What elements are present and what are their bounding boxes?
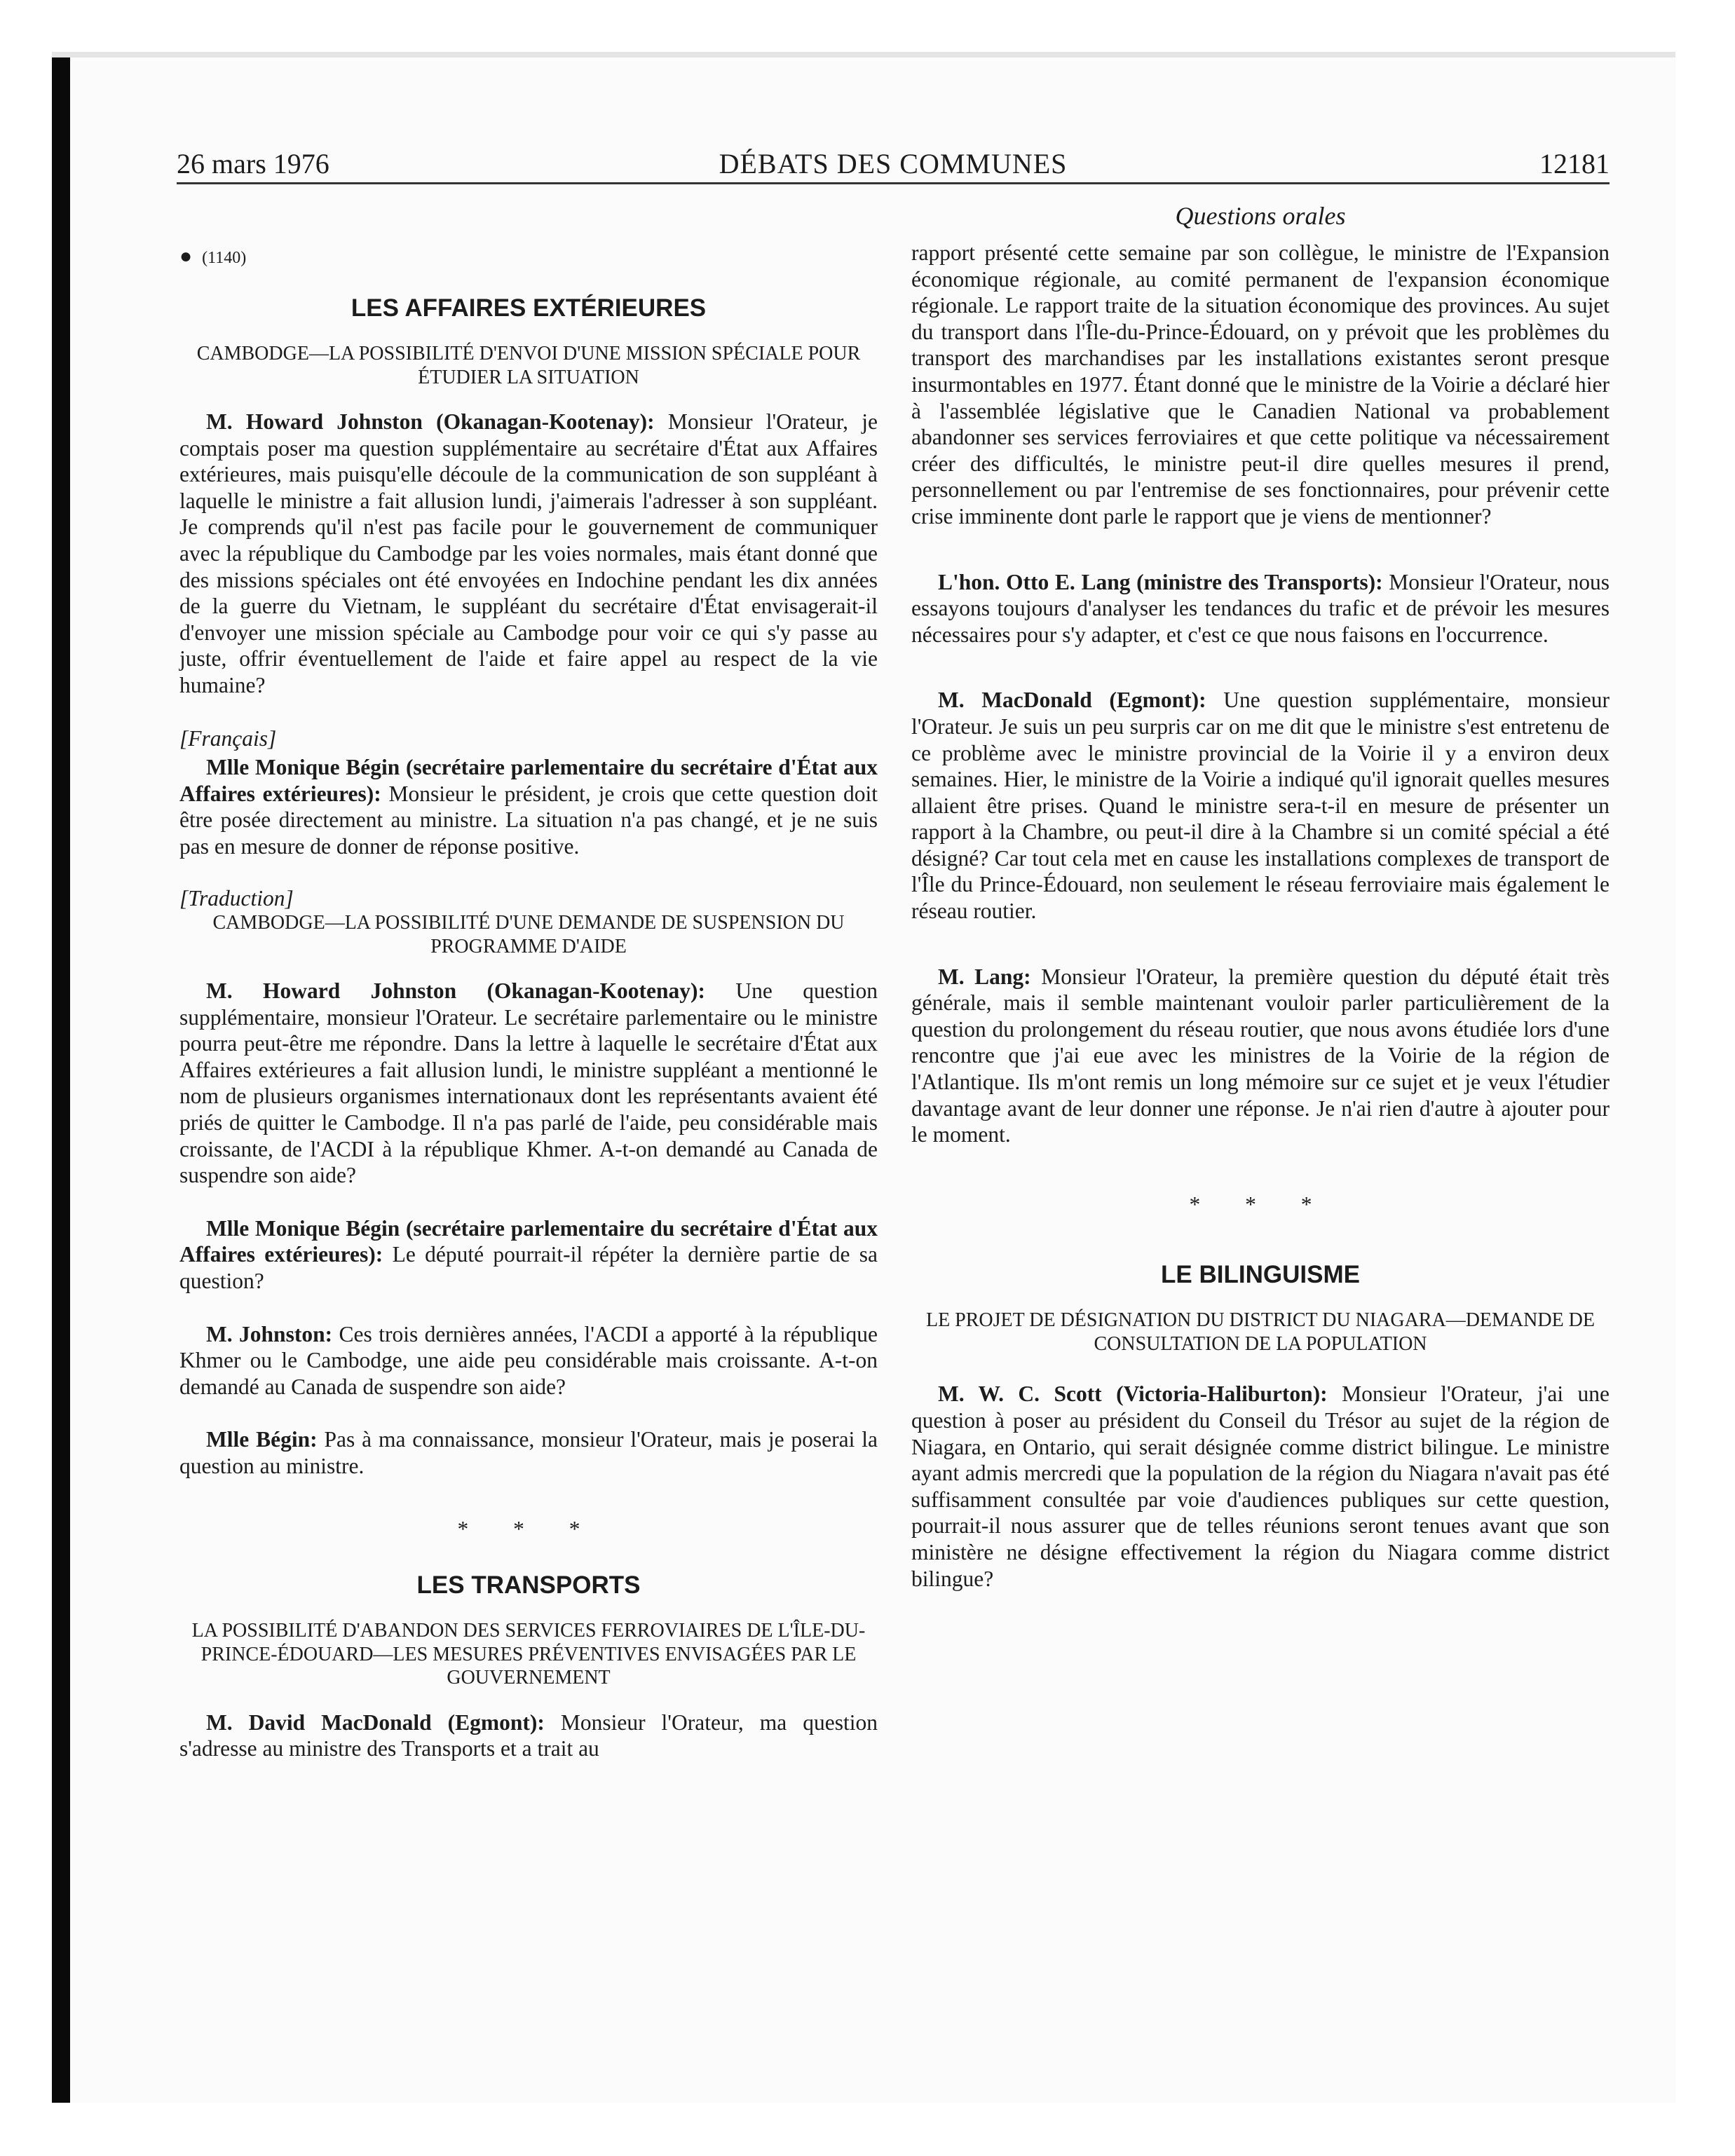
speech-text: Pas à ma connaissance, monsieur l'Orateur, mais je poserai la question au ministre. <box>179 1427 878 1478</box>
section-heading: LE BILINGUISME <box>1161 1261 1360 1289</box>
subsection-heading: LA POSSIBILITÉ D'ABANDON DES SERVICES FERROVIAIRES DE L'ÎLE-DU-PRINCE-ÉDOUARD—LES MESURES PRÉVENTIVES ENVISAGÉES PAR LE GOUVERNEMENT <box>191 1620 866 1689</box>
speaker-name: M. Howard Johnston (Okanagan-Kootenay): <box>206 409 655 434</box>
speaker-name: M. W. C. Scott (Victoria-Haliburton): <box>938 1381 1328 1407</box>
running-subheading: Questions orales <box>1175 202 1346 230</box>
subsection-heading: LE PROJET DE DÉSIGNATION DU DISTRICT DU NIAGARA—DEMANDE DE CONSULTATION DE LA POPULATION <box>925 1309 1595 1355</box>
speaker-name: L'hon. Otto E. Lang (ministre des Transports): <box>938 569 1383 594</box>
speech-text: Monsieur l'Orateur, je comptais poser ma question supplémentaire au secrétaire d'État aux Affaires extérieures, mais puisqu'elle découle de la communication de son suppléant à laquelle le ministre a fait allusion lundi, j'aimerais l'adresser à son suppléant. Je comprends qu'il n'est pas facile pour le gouvernement de communiquer avec la république du Cambodge par les voies normales, mais étant donné que des missions spéciales ont été envoyées en Indochine pendant les dix années de la guerre du Vietnam, le suppléant du secrétaire d'État envisagerait-il d'envoyer une mission spéciale au Cambodge pour voir ce qui s'y passe au juste, offrir éventuellement de l'aide et faire appel au respect de la vie humaine? <box>179 409 878 697</box>
speaker-name: M. Howard Johnston (Okanagan-Kootenay): <box>206 978 706 1004</box>
speaker-name: M. Lang: <box>938 964 1031 989</box>
left-column <box>179 240 878 1762</box>
header-date: 26 mars 1976 <box>177 148 329 179</box>
scan-top-edge <box>52 52 1675 57</box>
speech-text: Le député pourrait-il répéter la dernière partie de sa question? <box>179 1242 878 1294</box>
speaker-name: Mlle Monique Bégin (secrétaire parlementaire du secrétaire d'État aux Affaires extérieures): <box>179 1215 878 1267</box>
speech-paragraph <box>911 240 1610 530</box>
speech-paragraph <box>911 569 1610 648</box>
language-note: [Traduction] <box>179 885 294 910</box>
speech-paragraph <box>179 1215 878 1295</box>
scan-edge <box>52 52 70 2103</box>
section-heading: LES TRANSPORTS <box>416 1571 641 1599</box>
timestamp <box>179 245 878 269</box>
speech-text: Une question supplémentaire, monsieur l'Orateur. Le secrétaire parlementaire ou le ministre pourra peut-être me répondre. Dans la lettre à laquelle le secrétaire d'État aux Affaires extérieures a fait allusion lundi, le ministre suppléant a mentionné le nom de plusieurs organismes internationaux dont les représentants avaient été priés de quitter le Cambodge. Il n'a pas parlé de l'aide, peu considérable mais croissante, de l'ACDI à la république Khmer. A-t-on demandé au Canada de suspendre son aide? <box>179 978 878 1188</box>
speech-text: Monsieur l'Orateur, nous essayons toujours d'analyser les tendances du trafic et de prévoir les mesures nécessaires pour s'y adapter, et c'est ce que nous faisons en l'occurrence. <box>911 569 1610 647</box>
speech-paragraph <box>911 1381 1610 1592</box>
header-page-number: 12181 <box>1539 148 1610 179</box>
speech-text: Monsieur l'Orateur, j'ai une question à poser au président du Conseil du Trésor au sujet de la région de Niagara, en Ontario, qui serait désignée comme district bilingue. Le ministre ayant admis mercredi que la population de la région du Niagara n'avait pas été suffisamment consultée par voie d'audiences publiques sur cette question, pourrait-il nous assurer que de telles réunions seront tenues avant que son ministère ne désigne effectivement la région du Niagara comme district bilingue? <box>911 1381 1610 1591</box>
speaker-name: Mlle Bégin: <box>206 1427 318 1452</box>
speech-text: Ces trois dernières années, l'ACDI a apporté à la république Khmer ou le Cambodge, une aide peu considérable mais croissante. A-t-on demandé au Canada de suspendre son aide? <box>179 1321 878 1399</box>
speech-paragraph <box>911 964 1610 1148</box>
speaker-name: Mlle Monique Bégin (secrétaire parlementaire du secrétaire d'État aux Affaires extérieures): <box>179 755 878 806</box>
right-column <box>911 240 1610 1592</box>
page-header <box>177 146 1610 184</box>
language-note: [Français] <box>179 725 277 751</box>
speech-paragraph <box>179 1710 878 1762</box>
bullet-icon: ● <box>179 245 193 268</box>
speech-paragraph <box>179 1426 878 1479</box>
speech-text: rapport présenté cette semaine par son collègue, le ministre de l'Expansion économique régionale, au comité permanent de l'expansion économique régionale. Le rapport traite de la situation économique des provinces. Au sujet du transport dans l'Île-du-Prince-Édouard, on y prévoit que les problèmes du transport des marchandises par les installations existantes seront presque insurmontables en 1977. Étant donné que le ministre de la Voirie a déclaré hier à l'assemblée législative que le Canadien National va probablement abandonner ses services ferroviaires et que cette politique va nécessairement créer des difficultés, le ministre peut-il dire quelles mesures il prend, personnellement ou par l'entremise de ses fonctionnaires, pour prévenir cette crise imminente dont parle le rapport que je viens de mentionner? <box>911 240 1610 528</box>
speech-paragraph <box>179 409 878 699</box>
speech-paragraph <box>911 687 1610 924</box>
speech-paragraph <box>179 754 878 859</box>
speaker-name: M. David MacDonald (Egmont): <box>206 1710 545 1735</box>
section-separator: * * * <box>457 1516 600 1541</box>
speech-text: Monsieur l'Orateur, ma question s'adresse au ministre des Transports et a trait au <box>179 1710 878 1761</box>
subsection-heading: CAMBODGE—LA POSSIBILITÉ D'ENVOI D'UNE MISSION SPÉCIALE POUR ÉTUDIER LA SITUATION <box>196 343 861 388</box>
timestamp-text: (1140) <box>202 249 247 267</box>
section-heading: LES AFFAIRES EXTÉRIEURES <box>351 294 707 322</box>
speech-text: Une question supplémentaire, monsieur l'Orateur. Je suis un peu surpris car on me dit que le ministre s'est entretenu de ce problème avec le ministre provincial de la Voirie il y a environ deux semaines. Hier, le ministre de la Voirie a indiqué qu'il ignorait quelles mesures allaient être prises. Quand le ministre sera-t-il en mesure de présenter un rapport à la Chambre, ou peut-il dire à la Chambre si un comité spécial a été désigné? Car tout cela met en cause les installations complexes de transport de l'Île du Prince-Édouard, non seulement le réseau ferroviaire mais également le réseau routier. <box>911 688 1610 924</box>
subsection-heading: CAMBODGE—LA POSSIBILITÉ D'UNE DEMANDE DE SUSPENSION DU PROGRAMME D'AIDE <box>212 912 845 957</box>
speech-text: Monsieur l'Orateur, la première question du député était très générale, mais il semble maintenant vouloir parler particulièrement de la question du prolongement du réseau routier, que nous avons étudiée lors d'une rencontre que j'ai eue avec les ministres de la Voirie de la région de l'Atlantique. Ils m'ont remis un long mémoire sur ce sujet et je veux l'étudier davantage avant de leur donner une réponse. Je n'ai rien d'autre à ajouter pour le moment. <box>911 964 1610 1147</box>
section-separator: * * * <box>1189 1192 1332 1217</box>
speech-text: Monsieur le président, je crois que cette question doit être posée directement au ministre. La situation n'a pas changé, et je ne suis pas en mesure de donner de réponse positive. <box>179 781 878 859</box>
speech-paragraph <box>179 978 878 1189</box>
speech-paragraph <box>179 1321 878 1400</box>
header-title: DÉBATS DES COMMUNES <box>719 148 1068 179</box>
speaker-name: M. MacDonald (Egmont): <box>938 688 1206 713</box>
speaker-name: M. Johnston: <box>206 1321 333 1346</box>
